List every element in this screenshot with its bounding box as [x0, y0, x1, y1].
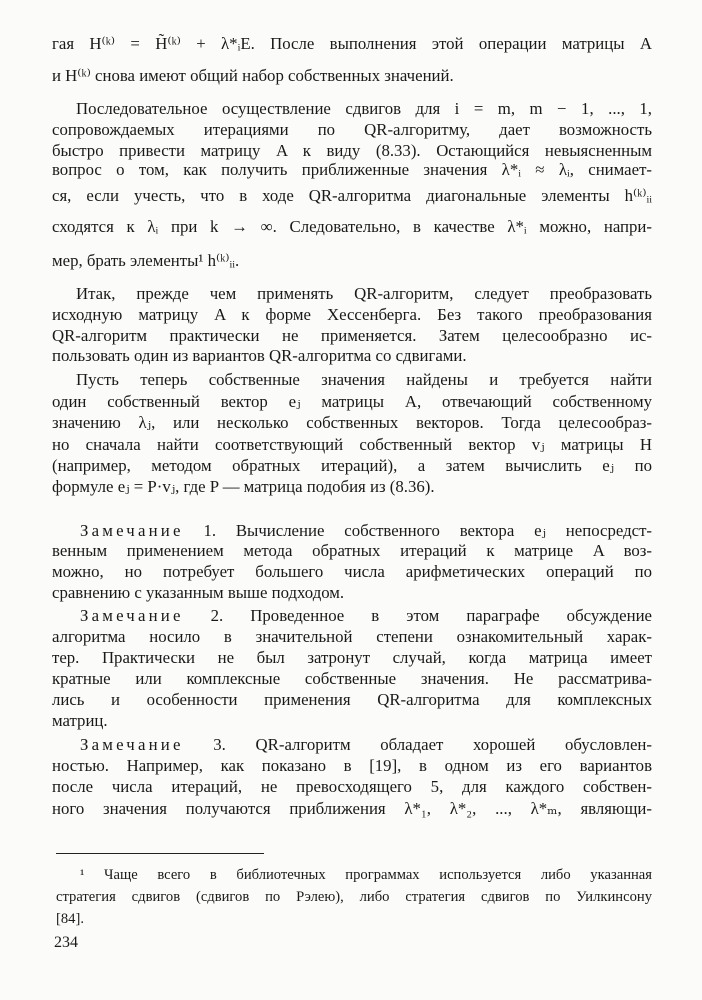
- text-line: Пусть теперь собственные значения найдены и требуется найти: [76, 370, 652, 389]
- text-line: гая H⁽ᵏ⁾ = H̃⁽ᵏ⁾ + λ*ᵢE. После выполнения этой операции матрицы A: [52, 34, 652, 53]
- remark-text: 3. QR-алгоритм обладает хорошей обусловлен-: [183, 735, 652, 754]
- text-line: Последовательное осуществление сдвигов для i = m, m − 1, ..., 1,: [76, 99, 652, 118]
- text-line: мер, брать элементы¹ h⁽ᵏ⁾ᵢᵢ.: [52, 251, 240, 270]
- remark-text: 2. Проведенное в этом параграфе обсуждение: [183, 606, 652, 625]
- text-line: значению λⱼ, или несколько собственных векторов. Тогда целесообраз-: [52, 413, 652, 432]
- text-line: ностью. Например, как показано в [19], в одном из его вариантов: [52, 756, 652, 775]
- text-line: можно, но потребует большего числа арифметических операций по: [52, 562, 652, 581]
- text-line: ся, если учесть, что в ходе QR-алгоритма диагональные элементы h⁽ᵏ⁾ᵢᵢ: [52, 186, 652, 205]
- text-line: алгоритма носило в значительной степени ознакомительный харак-: [52, 627, 652, 646]
- text-line: один собственный вектор eⱼ матрицы A, отвечающий собственному: [52, 392, 652, 411]
- text-line: матриц.: [52, 711, 108, 730]
- remark-label: Замечание: [80, 735, 184, 754]
- remark-3-first-line: [80, 735, 652, 755]
- footnote-line: [84].: [56, 911, 84, 927]
- remark-label: Замечание: [80, 521, 184, 540]
- footnote-line: стратегия сдвигов (сдвигов по Рэлею), либо стратегия сдвигов по Уилкинсону: [56, 889, 652, 905]
- text-line: но сначала найти соответствующий собственный вектор vⱼ матрицы H: [52, 435, 652, 454]
- text-line: QR-алгоритм практически не применяется. Затем целесообразно ис-: [52, 326, 652, 345]
- text-line: кратные или комплексные собственные значения. Не рассматрива-: [52, 669, 652, 688]
- text-line: Итак, прежде чем применять QR-алгоритм, следует преобразовать: [76, 284, 652, 303]
- text-line: венным применением метода обратных итераций к матрице A воз-: [52, 541, 652, 560]
- remark-2-first-line: [80, 606, 652, 626]
- text-line: после числа итераций, не превосходящего 5, для каждого собствен-: [52, 777, 652, 796]
- text-line: тер. Практически не был затронут случай, когда матрица имеет: [52, 648, 652, 667]
- footnote-line: ¹ Чаще всего в библиотечных программах используется либо указанная: [80, 867, 652, 883]
- text-line: лись и особенности применения QR-алгоритма для комплексных: [52, 690, 652, 709]
- remark-1-first-line: [80, 520, 652, 541]
- page-number: 234: [54, 934, 78, 951]
- text-line: сходятся к λᵢ при k → ∞. Следовательно, в качестве λ*ᵢ можно, напри-: [52, 217, 652, 236]
- text-line: пользовать один из вариантов QR-алгоритма со сдвигами.: [52, 346, 467, 365]
- remark-label: Замечание: [80, 606, 184, 625]
- text-line: вопрос о том, как получить приближенные значения λ*ᵢ ≈ λᵢ, снимает-: [52, 160, 652, 179]
- remark-text: 1. Вычисление собственного вектора eⱼ непосредст-: [183, 521, 652, 540]
- text-line: формуле eⱼ = P·vⱼ, где P — матрица подобия из (8.36).: [52, 477, 435, 496]
- text-line: ного значения получаются приближения λ*₁, λ*₂, ..., λ*ₘ, являющи-: [52, 799, 652, 818]
- text-line: быстро привести матрицу A к виду (8.33). Остающийся невыясненным: [52, 141, 652, 160]
- text-line: (например, методом обратных итераций), а затем вычислить eⱼ по: [52, 456, 652, 475]
- text-line: исходную матрицу A к форме Хессенберга. Без такого преобразования: [52, 305, 652, 324]
- text-line: и H⁽ᵏ⁾ снова имеют общий набор собственных значений.: [52, 66, 454, 85]
- footnote-rule: [56, 853, 264, 854]
- text-line: сопровождаемых итерациями по QR-алгоритму, дает возможность: [52, 120, 652, 139]
- text-line: сравнению с указанным выше подходом.: [52, 583, 345, 602]
